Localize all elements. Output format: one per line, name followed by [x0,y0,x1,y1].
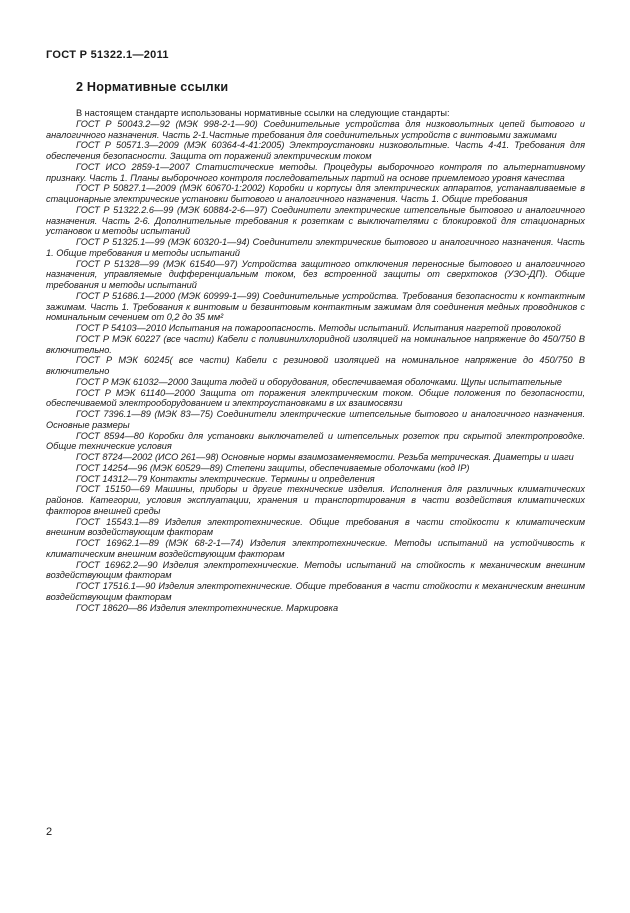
references-body [46,108,585,613]
reference-item: ГОСТ 15150—69 Машины, приборы и другие технические изделия. Исполнения для различных климатических районов. Категории, условия эксплуатации, хранения и транспортирования в части воздействия климатических факторов внешней среды [46,484,585,516]
reference-item: ГОСТ Р МЭК 61140—2000 Защита от поражения электрическим током. Общие положения по безопасности, обеспечиваемой электрооборудованием и электроустановками в их взаимосвязи [46,387,585,409]
section-title: 2 Нормативные ссылки [76,80,229,94]
reference-item: ГОСТ Р 51325.1—99 (МЭК 60320-1—94) Соединители электрические бытового и аналогичного назначения. Часть 1. Общие требования и методы испытаний [46,237,585,258]
reference-item: ГОСТ Р 51328—99 (МЭК 61540—97) Устройства защитного отключения переносные бытового и аналогичного назначения, управляемые дифференциальным током, без встроенной защиты от сверхтоков (УЗО-ДП). Общие требования и методы испытаний [46,258,585,290]
reference-item: ГОСТ 8724—2002 (ИСО 261—98) Основные нормы взаимозаменяемости. Резьба метрическая. Диаметры и шаги [76,452,574,462]
reference-item: ГОСТ Р 51322.2.6—99 (МЭК 60884-2-6—97) Соединители электрические штепсельные бытового и аналогичного назначения. Часть 2-6. Дополнительные требования к розеткам с выключателями с блокировкой для стационарных установок и методы испытаний [46,204,585,237]
reference-item: ГОСТ Р МЭК 60227 (все части) Кабели с поливинилхлоридной изоляцией на номинальное напряжение до 450/750 В включительно. [46,333,585,355]
reference-item: ГОСТ 15543.1—89 Изделия электротехнические. Общие требования в части стойкости к климатическим внешним воздействующим факторам [46,516,585,538]
page-number: 2 [46,826,53,838]
reference-item: ГОСТ 8594—80 Коробки для установки выключателей и штепсельных розеток при скрытой электропроводке. Общие технические условия [46,430,585,452]
reference-item: ГОСТ 14254—96 (МЭК 60529—89) Степени защиты, обеспечиваемые оболочками (код IP) [76,462,470,473]
reference-item: ГОСТ ИСО 2859-1—2007 Статистические методы. Процедуры выборочного контроля по альтернативному признаку. Часть 1. Планы выборочного контроля последовательных партий на основе приемлемого уровня качества [46,161,585,183]
reference-item: ГОСТ 17516.1—90 Изделия электротехнические. Общие требования в части стойкости к механическим внешним воздействующим факторам [46,581,585,602]
reference-item: ГОСТ 7396.1—89 (МЭК 83—75) Соединители электрические штепсельные бытового и аналогичного назначения. Основные размеры [46,409,585,430]
intro-paragraph: В настоящем стандарте использованы нормативные ссылки на следующие стандарты: [76,108,450,118]
reference-item: ГОСТ 14312—79 Контакты электрические. Термины и определения [76,473,375,484]
reference-item: ГОСТ 16962.1—89 (МЭК 68-2-1—74) Изделия электротехнические. Методы испытаний на устойчивость к климатическим внешним воздействующим факторам [46,538,585,559]
reference-item: ГОСТ Р 50043.2—92 (МЭК 998-2-1—90) Соединительные устройства для низковольтных цепей бытового и аналогичного назначения. Часть 2-1.Частные требования для соединительных устройств с винтовыми зажимами [46,118,585,140]
document-header: ГОСТ Р 51322.1—2011 [46,49,169,61]
reference-item: ГОСТ Р 50571.3—2009 (МЭК 60364-4-41:2005) Электроустановки низковольтные. Часть 4-41. Требования для обеспечения безопасности. Защита от поражений электрическим током [46,140,585,161]
reference-item: ГОСТ Р 54103—2010 Испытания на пожароопасность. Методы испытаний. Испытания нагретой проволокой [76,323,561,333]
reference-item: ГОСТ Р 51686.1—2000 (МЭК 60999-1—99) Соединительные устройства. Требования безопасности к контактным зажимам. Часть 1. Требования к винтовым и безвинтовым контактным зажимам для соединения медных проводников с номинальным сечением от 0,2 до 35 мм² [46,290,585,323]
reference-item: ГОСТ Р МЭК 60245( все части) Кабели с резиновой изоляцией на номинальное напряжение до 450/750 В включительно [46,355,585,376]
reference-item: ГОСТ 18620—86 Изделия электротехнические. Маркировка [76,602,339,613]
reference-item: ГОСТ Р МЭК 61032—2000 Защита людей и оборудования, обеспечиваемая оболочками. Щупы испытательные [76,376,562,387]
reference-item: ГОСТ Р 50827.1—2009 (МЭК 60670-1:2002) Коробки и корпусы для электрических аппаратов, устанавливаемые в стационарные электрические установки бытового и аналогичного назначения. Часть 1. Общие требования [46,183,585,204]
reference-item: ГОСТ 16962.2—90 Изделия электротехнические. Методы испытаний на стойкость к механическим внешним воздействующим факторам [46,559,585,581]
